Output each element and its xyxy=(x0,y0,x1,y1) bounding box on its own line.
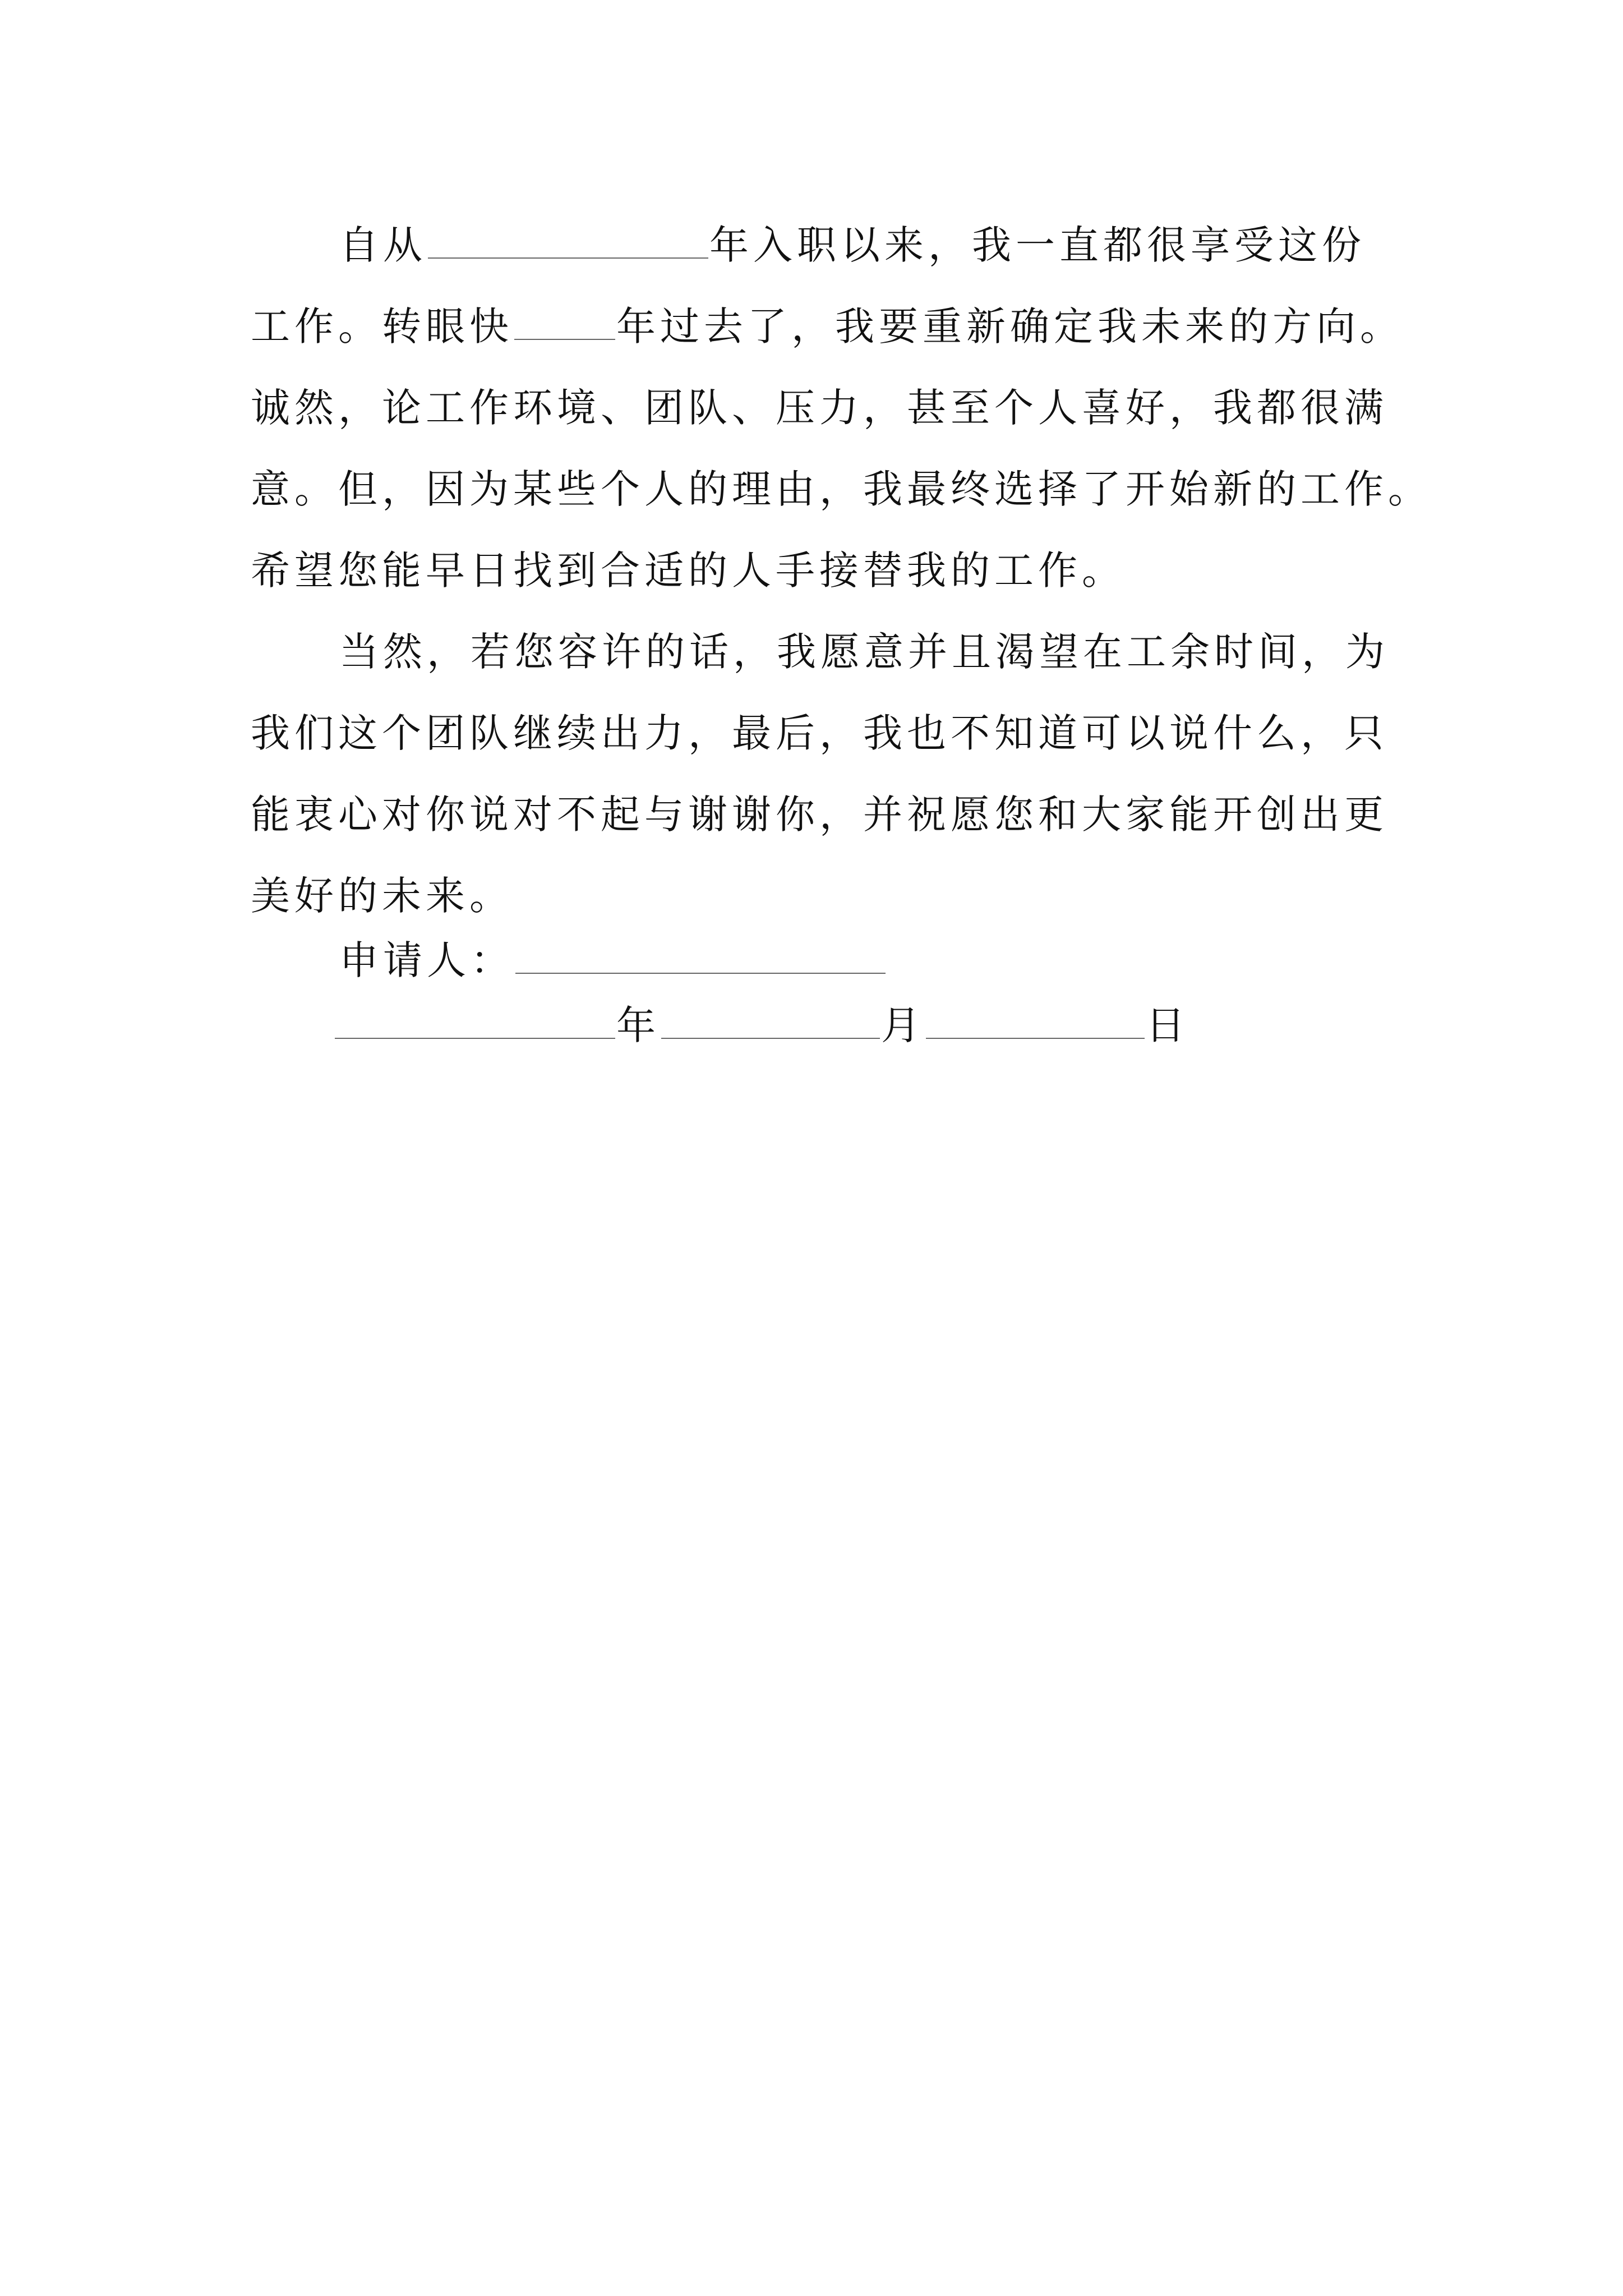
date-month-blank[interactable] xyxy=(661,1007,880,1039)
signature-line xyxy=(339,930,887,991)
date-line xyxy=(334,995,1189,1056)
paragraph-2-line-2: 我们这个团队继续出力，最后，我也不知道可以说什么，只 xyxy=(251,710,1388,756)
date-day-blank[interactable] xyxy=(926,1007,1145,1039)
paragraph-1-line-5: 希望您能早日找到合适的人手接替我的工作。 xyxy=(251,547,1126,593)
signature-blank[interactable] xyxy=(515,942,886,974)
paragraph-1-line-1 xyxy=(339,214,1366,276)
paragraph-2-line-4: 美好的未来。 xyxy=(251,873,513,919)
date-month-label: 月 xyxy=(881,1002,925,1048)
paragraph-2-line-3: 能衷心对你说对不起与谢谢你，并祝愿您和大家能开创出更 xyxy=(251,792,1388,838)
text-segment: 工作。转眼快 xyxy=(251,303,513,349)
years-count-blank[interactable] xyxy=(514,309,615,340)
paragraph-2-line-1: 当然，若您容许的话，我愿意并且渴望在工余时间，为 xyxy=(339,629,1389,675)
signature-label: 申请人： xyxy=(339,937,514,983)
paragraph-1-line-2 xyxy=(251,296,1404,357)
date-year-label: 年 xyxy=(616,1002,660,1048)
text-segment: 年入职以来，我一直都很享受这份 xyxy=(709,222,1366,268)
paragraph-1-line-3: 诚然，论工作环境、团队、压力，甚至个人喜好，我都很满 xyxy=(251,385,1388,431)
entry-year-blank[interactable] xyxy=(428,227,708,259)
date-year-blank[interactable] xyxy=(335,1007,615,1039)
date-day-label: 日 xyxy=(1146,1002,1189,1048)
text-segment: 自从 xyxy=(339,222,427,268)
paragraph-1-line-4: 意。但，因为某些个人的理由，我最终选择了开始新的工作。 xyxy=(251,466,1432,512)
text-segment: 年过去了，我要重新确定我未来的方向。 xyxy=(616,303,1404,349)
